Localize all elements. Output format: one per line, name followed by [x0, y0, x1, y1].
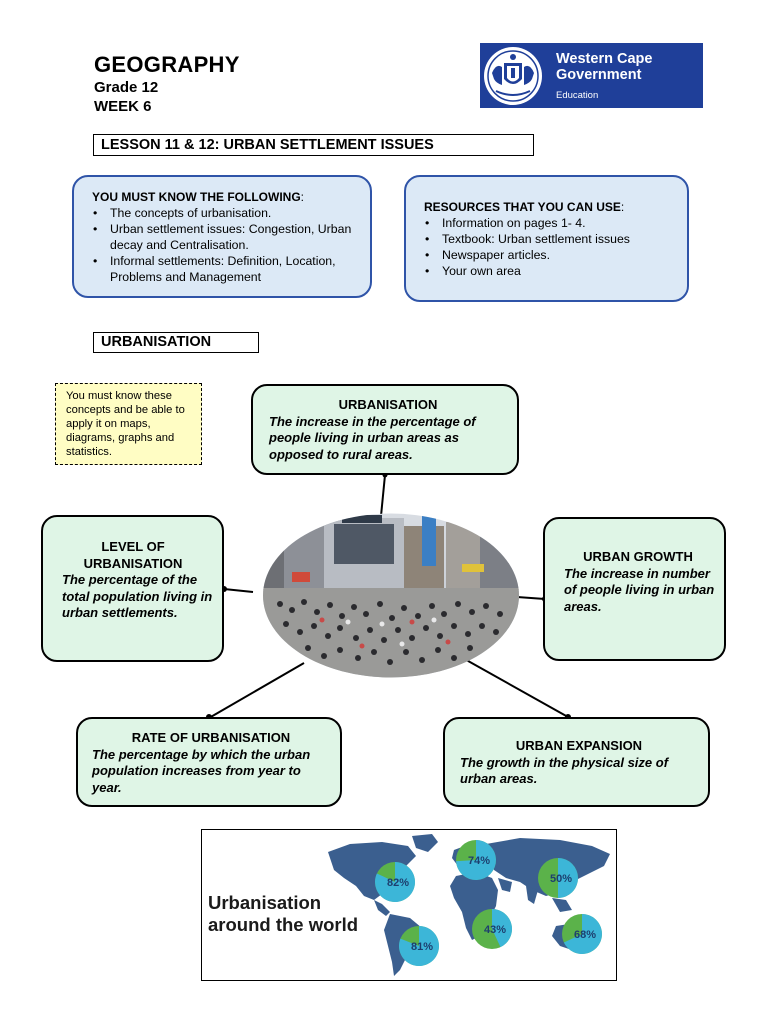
- pie-region-4: [472, 909, 512, 949]
- pie-label: 74%: [467, 855, 491, 867]
- concept-rate-of-urbanisation: [76, 717, 342, 807]
- pie-region-6: [399, 926, 439, 966]
- southeast-asia: [552, 898, 572, 912]
- world-figure-title: Urbanisation around the world: [208, 892, 359, 935]
- subject-title: GEOGRAPHY: [94, 52, 240, 77]
- lesson-title: LESSON 11 & 12: URBAN SETTLEMENT ISSUES: [93, 134, 534, 156]
- list-item: • Your own area: [424, 263, 677, 279]
- pie-label: 68%: [573, 929, 597, 941]
- concept-title: URBANISATION: [338, 397, 438, 412]
- concept-definition: The increase in number of people living in urban areas.: [564, 565, 715, 614]
- concept-urban-growth: [543, 517, 726, 661]
- concept-title: URBAN GROWTH: [583, 549, 693, 564]
- must-know-list: [92, 205, 360, 285]
- resources-list: [424, 215, 677, 279]
- list-item: • Textbook: Urban settlement issues: [424, 231, 677, 247]
- list-item: • The concepts of urbanisation.: [92, 205, 360, 221]
- concept-definition: The percentage by which the urban population increases from year to year.: [92, 746, 311, 795]
- pie-region-2: [456, 840, 496, 880]
- list-item: • Informal settlements: Definition, Location, Problems and Management: [92, 253, 360, 285]
- concept-title: LEVEL OF URBANISATION: [83, 539, 183, 571]
- list-item: • Urban settlement issues: Congestion, Urban decay and Centralisation.: [92, 221, 360, 253]
- logo-line-1: Western Cape: [556, 50, 653, 67]
- concept-definition: The increase in the percentage of people living in urban areas as opposed to rural areas.: [269, 413, 476, 462]
- pie-label: 81%: [410, 941, 434, 953]
- pie-region-1: [375, 862, 415, 902]
- list-item: • Newspaper articles.: [424, 247, 677, 263]
- pie-region-5: [562, 914, 602, 954]
- world-map: [320, 830, 616, 980]
- sticky-note: You must know these concepts and be able to apply it on maps, diagrams, graphs and statistics.: [55, 383, 202, 465]
- resources-panel: [404, 175, 689, 302]
- concept-urbanisation: [251, 384, 519, 475]
- coat-of-arms-icon: [482, 45, 544, 107]
- week-label: WEEK 6: [94, 98, 152, 115]
- resources-heading: RESOURCES THAT YOU CAN USE:: [424, 200, 625, 214]
- logo-text: [556, 51, 652, 101]
- must-know-panel: [72, 175, 372, 298]
- grade-label: Grade 12: [94, 79, 159, 96]
- pie-label: 50%: [549, 873, 573, 885]
- concept-urban-expansion: [443, 717, 710, 807]
- city-crowd-photo: [262, 512, 520, 679]
- concept-definition: The growth in the physical size of urban areas.: [460, 754, 669, 786]
- concept-definition: The percentage of the total population living in urban settlements.: [62, 572, 213, 620]
- must-know-heading: YOU MUST KNOW THE FOLLOWING:: [92, 190, 304, 204]
- connector-urbanisation: [381, 475, 385, 516]
- world-urbanisation-figure: [201, 829, 617, 981]
- connector-level: [224, 589, 253, 592]
- logo-line-3: Education: [556, 89, 599, 101]
- pie-label: 43%: [483, 924, 507, 936]
- section-heading: URBANISATION: [93, 332, 259, 353]
- concept-title: RATE OF URBANISATION: [131, 730, 291, 745]
- list-item: • Information on pages 1- 4.: [424, 215, 677, 231]
- connector-growth: [517, 597, 545, 599]
- concept-level-of-urbanisation: [41, 515, 224, 662]
- pie-region-3: [538, 858, 578, 898]
- central-america: [374, 900, 390, 916]
- greenland: [412, 834, 438, 852]
- logo-line-2: Government: [556, 66, 642, 83]
- concept-title: URBAN EXPANSION: [515, 738, 643, 753]
- pie-label: 82%: [386, 877, 410, 889]
- western-cape-logo: [480, 43, 703, 108]
- arabia: [498, 878, 512, 892]
